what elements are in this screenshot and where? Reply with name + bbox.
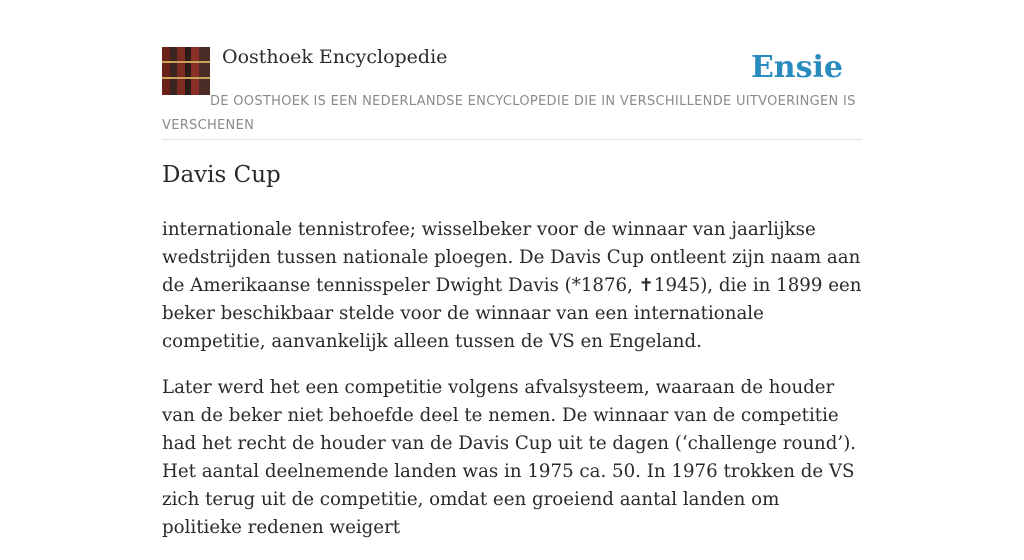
site-tagline: DE OOSTHOEK IS EEN NEDERLANDSE ENCYCLOPEDIE DIE IN VERSCHILLENDE UITVOERINGEN IS VERSCHENEN: [162, 94, 856, 133]
site-avatar[interactable]: [162, 47, 210, 95]
site-title[interactable]: Oosthoek Encyclopedie: [222, 46, 448, 68]
site-header: [162, 0, 862, 140]
brand-logo[interactable]: Ensie: [750, 50, 843, 85]
article-paragraph: internationale tennistrofee; wisselbeker voor de winnaar van jaarlijkse wedstrijden tussen nationale ploegen. De Davis Cup ontleent zijn naam aan de Amerikaanse tennisspeler Dwight Davis (*1876, ✝1945), die in 1899 een beker beschikbaar stelde voor de winnaar van een internationale competitie, aanvankelijk alleen tussen de VS en Engeland.: [162, 219, 862, 352]
article-title: Davis Cup: [162, 162, 281, 188]
article-paragraph: Later werd het een competitie volgens afvalsysteem, waaraan de houder van de beker niet behoefde deel te nemen. De winnaar van de competitie had het recht de houder van de Davis Cup uit te dagen (‘challenge round’). Het aantal deelnemende landen was in 1975 ca. 50. In 1976 trokken de VS zich terug uit de competitie, omdat een groeiend aantal landen om politieke redenen weigert: [162, 377, 857, 538]
page-container: [162, 0, 862, 538]
article-body: [162, 216, 862, 560]
